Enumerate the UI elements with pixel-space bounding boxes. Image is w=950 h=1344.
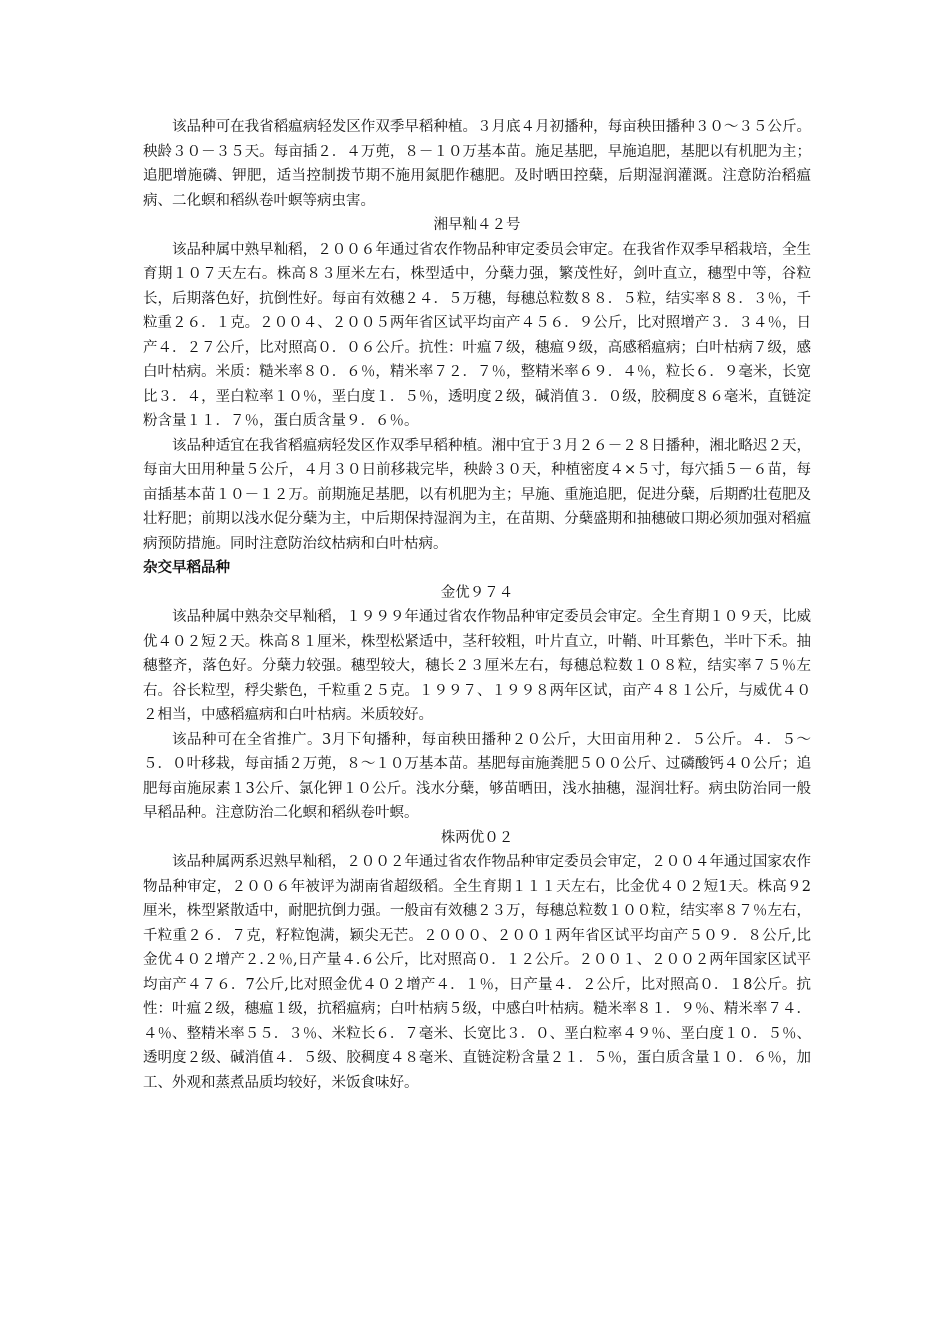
paragraph-xiangzaoxian42-cultivation: 该品种适宜在我省稻瘟病轻发区作双季早稻种植。湘中宜于３月２６－２８日播种，湘北略迟２天，每亩大田用种量５公斤，４月３０日前移栽完毕，秧龄３０天，种植密度４×５寸，每穴插５－６苗，每亩插基本苗１０－１２万。前期施足基肥，以有机肥为主；早施、重施追肥，促进分蘖，后期酌壮苞肥及壮籽肥；前期以浅水促分蘖为主，中后期保持湿润为主，在苗期、分蘖盛期和抽穗破口期必须加强对稻瘟病预防措施。同时注意防治纹枯病和白叶枯病。: [143, 437, 811, 552]
variety-title-jinyou974: 金优９７４: [440, 584, 514, 601]
paragraph-zhuliangyou02-traits: 该品种属两系迟熟早籼稻，２００２年通过省农作物品种审定委员会审定，２００４年通过国家农作物品种审定，２００６年被评为湖南省超级稻。全生育期１１１天左右，比金优４０２短1天。株高９2厘米，株型紧散适中，耐肥抗倒力强。一般亩有效穗２３万，每穗总粒数１００粒，结实率８７％左右，千粒重２６．７克，籽粒饱满，颖尖无芒。２０００、２００１两年省区试平均亩产５０９．８公斤,比金优４０２增产２.２％,日产量４.６公斤，比对照高０．１２公斤。２００１、２００２两年国家区试平均亩产４７６．7公斤,比对照金优４０２增产４．１％，日产量４．２公斤，比对照高０．１8公斤。抗性：叶瘟２级，穗瘟１级，抗稻瘟病；白叶枯病５级，中感白叶枯病。糙米率８１．９％、精米率７４．４％、整精米率５５．３％、米粒长６．７毫米、长宽比３．０、垩白粒率４９％、垩白度１０．５％、透明度２级、碱消值４．５级、胶稠度４８毫米、直链淀粉含量２１．５％，蛋白质含量１０．６％，加工、外观和蒸煮品质均较好，米饭食味好。: [143, 854, 811, 1091]
paragraph-jinyou974-cultivation: 该品种可在全省推广。3月下旬播种，每亩秧田播种２０公斤，大田亩用种２．５公斤。４．５～５．０叶移栽，每亩插２万蔸，８～１０万基本苗。基肥每亩施粪肥５００公斤、过磷酸钙４０公斤；追肥每亩施尿素１3公斤、氯化钾１０公斤。浅水分蘖，够苗晒田，浅水抽穗，湿润壮籽。病虫防治同一般早稻品种。注意防治二化螟和稻纵卷叶螟。: [143, 731, 811, 821]
paragraph-jinyou974-traits: 该品种属中熟杂交早籼稻，１９９９年通过省农作物品种审定委员会审定。全生育期１０９天，比威优４０２短２天。株高８１厘米，株型松紧适中，茎秆较粗，叶片直立，叶鞘、叶耳紫色，半叶下禾。抽穗整齐，落色好。分蘖力较强。穗型较大，穗长２３厘米左右，每穗总粒数１０８粒，结实率７５％左右。谷长粒型，稃尖紫色，千粒重２５克。１９９７、１９９８两年区试，亩产４８１公斤，与威优４０２相当，中感稻瘟病和白叶枯病。米质较好。: [143, 609, 811, 723]
document-page: [143, 115, 811, 1095]
variety-title-xiangzaoxian42: 湘早籼４２号: [433, 217, 521, 233]
variety-title-zhuliangyou02: 株两优０２: [440, 829, 514, 846]
paragraph-planting-intro: 该品种可在我省稻瘟病轻发区作双季早稻种植。３月底４月初播种，每亩秧田播种３０～３５公斤。秧龄３０－３５天。每亩插２．４万蔸，８－１０万基本苗。施足基肥，早施追肥，基肥以有机肥为主；追肥增施磷、钾肥，适当控制拨节期不施用氮肥作穗肥。及时晒田控蘖，后期湿润灌溉。注意防治稻瘟病、二化螟和稻纵卷叶螟等病虫害。: [143, 119, 811, 209]
section-heading-hybrid-early-rice: 杂交早稻品种: [143, 560, 230, 576]
paragraph-xiangzaoxian42-traits: 该品种属中熟早籼稻，２００６年通过省农作物品种审定委员会审定。在我省作双季早稻栽培，全生育期１０７天左右。株高８３厘米左右，株型适中，分蘖力强，繁茂性好，剑叶直立，穗型中等，谷粒长，后期落色好，抗倒性好。每亩有效穗２４．５万穗，每穗总粒数８８．５粒，结实率８８．３％，千粒重２６．１克。２００４、２００５两年省区试平均亩产４５６．９公斤，比对照增产３．３４％，日产４．２７公斤，比对照高０．０６公斤。抗性：叶瘟７级，穗瘟９级，高感稻瘟病；白叶枯病７级，感白叶枯病。米质：糙米率８０．６％，精米率７２．７％，整精米率６９．４％，粒长６．９毫米，长宽比３．４，垩白粒率１０％，垩白度１．５％，透明度２级，碱消值３．０级，胶稠度８６毫米，直链淀粉含量１１．７％，蛋白质含量９．６％。: [143, 241, 811, 429]
